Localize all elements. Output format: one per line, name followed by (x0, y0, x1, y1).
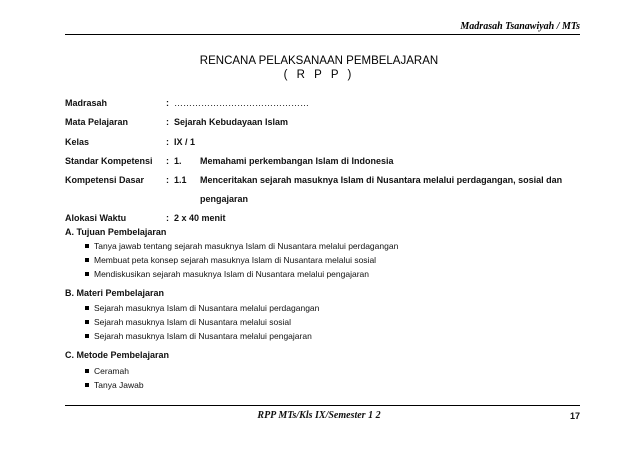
section-heading-materi: B. Materi Pembelajaran (65, 288, 165, 298)
bullet-icon (85, 306, 89, 310)
list-item (85, 241, 398, 251)
info-label: Kelas (65, 137, 90, 147)
info-value: IX / 1 (174, 137, 196, 147)
list-item-text: Sejarah masuknya Islam di Nusantara melalui perdagangan (94, 303, 320, 313)
info-value: ……………………………………… (174, 98, 309, 108)
list-item (85, 317, 291, 327)
info-colon: : (166, 98, 169, 108)
list-item (85, 380, 144, 390)
bullet-icon (85, 369, 89, 373)
info-colon: : (166, 117, 169, 127)
list-item (85, 269, 369, 279)
footer-text: RPP MTs/Kls IX/Semester 1 2 (257, 410, 381, 421)
list-item (85, 366, 129, 376)
list-item-text: Tanya Jawab (94, 380, 144, 390)
list-item-text: Sejarah masuknya Islam di Nusantara melalui sosial (94, 317, 292, 327)
info-colon: : (166, 213, 169, 223)
list-item (85, 331, 312, 341)
info-label: Kompetensi Dasar (65, 175, 145, 185)
header-rule (65, 34, 580, 35)
page-number: 17 (569, 411, 580, 421)
bullet-icon (85, 383, 89, 387)
list-item-text: Membuat peta konsep sejarah masuknya Islam di Nusantara melalui sosial (94, 255, 377, 265)
list-item-text: Ceramah (94, 366, 129, 376)
info-value: Menceritakan sejarah masuknya Islam di Nusantara melalui perdagangan, sosial dan (200, 175, 563, 185)
footer-rule (65, 405, 580, 406)
section-heading-tujuan: A. Tujuan Pembelajaran (65, 227, 167, 237)
info-colon: : (166, 137, 169, 147)
list-item-text: Mendiskusikan sejarah masuknya Islam di Nusantara melalui pengajaran (94, 269, 369, 279)
bullet-icon (85, 244, 89, 248)
bullet-icon (85, 320, 89, 324)
list-item-text: Sejarah masuknya Islam di Nusantara melalui pengajaran (94, 331, 312, 341)
info-label: Alokasi Waktu (65, 213, 127, 223)
info-label: Standar Kompetensi (65, 156, 153, 166)
info-value: 2 x 40 menit (174, 213, 226, 223)
info-label: Mata Pelajaran (65, 117, 129, 127)
list-item-text: Tanya jawab tentang sejarah masuknya Islam di Nusantara melalui perdagangan (94, 241, 399, 251)
info-colon: : (166, 175, 169, 185)
header-school-type: Madrasah Tsanawiyah / MTs (460, 21, 580, 32)
info-value: Memahami perkembangan Islam di Indonesia (200, 156, 394, 166)
section-heading-metode: C. Metode Pembelajaran (65, 350, 170, 360)
bullet-icon (85, 334, 89, 338)
info-value: Sejarah Kebudayaan Islam (174, 117, 289, 127)
info-number: 1. (174, 156, 182, 166)
list-item (85, 303, 319, 313)
info-label: Madrasah (65, 98, 108, 108)
info-colon: : (166, 156, 169, 166)
info-number: 1.1 (174, 175, 187, 185)
list-item (85, 255, 376, 265)
document-subtitle: ( R P P ) (283, 69, 355, 81)
bullet-icon (85, 272, 89, 276)
bullet-icon (85, 258, 89, 262)
info-value-continuation: pengajaran (200, 194, 249, 204)
document-title: RENCANA PELAKSANAAN PEMBELAJARAN (199, 55, 439, 67)
